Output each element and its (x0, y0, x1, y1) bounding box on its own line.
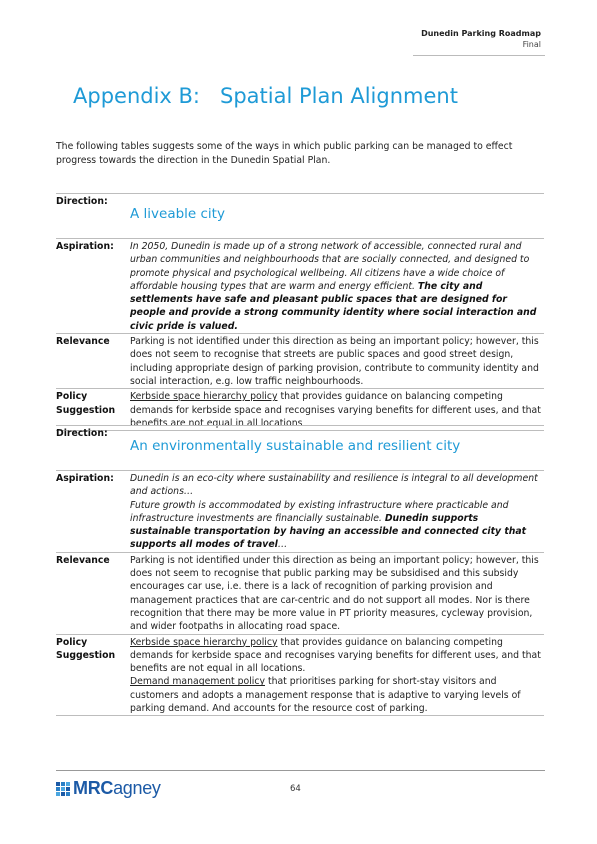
policy-row (56, 634, 544, 717)
policy-label-line1: Policy (56, 391, 88, 403)
relevance-label: Relevance (56, 336, 110, 348)
alignment-table-sustainable (56, 425, 544, 716)
relevance-label: Relevance (56, 554, 110, 566)
logo-light: agney (113, 778, 161, 798)
aspiration-paragraph (130, 499, 542, 552)
header-divider (413, 55, 545, 56)
aspiration-emphasis: Dunedin supports sustainable transportation by having an accessible and connected city that supports all modes of travel (130, 512, 527, 551)
aspiration-plain: In 2050, Dunedin is made up of a strong network of accessible, connected rural and urban communities and neighbourhoods that are socially connected, and designed to promote physical and psychological wellbeing. All citizens have a wide choice of affordable housing types that are warm and energy efficient. (130, 241, 530, 292)
document-status: Final (522, 40, 541, 49)
aspiration-emphasis: The city and settlements have safe and pleasant public spaces that are designed for people and provide a strong community identity where social interaction and civic pride is valued. (130, 280, 537, 332)
direction-label: Direction: (56, 428, 108, 439)
direction-value: A liveable city (130, 206, 225, 222)
policy-label (56, 635, 130, 716)
policy-item-demand (130, 675, 542, 715)
direction-row (56, 193, 544, 238)
company-logo (56, 778, 161, 799)
appendix-label: Appendix B: (73, 84, 201, 108)
aspiration-ellipsis: … (277, 539, 288, 551)
policy-item-kerbside (130, 636, 542, 676)
aspiration-row (56, 238, 544, 333)
document-title: Dunedin Parking Roadmap (421, 29, 541, 38)
aspiration-line1: Dunedin is an eco-city where sustainability and resilience is integral to all development and actions… (130, 473, 538, 498)
policy-text (130, 635, 544, 716)
running-header (421, 28, 541, 50)
aspiration-label: Aspiration: (56, 473, 114, 484)
aspiration-text (130, 471, 544, 552)
aspiration-row (56, 470, 544, 552)
footer-divider (56, 770, 545, 771)
demand-policy-link[interactable]: Demand management policy (130, 676, 265, 688)
direction-label: Direction: (56, 196, 108, 207)
policy-label-line2: Suggestion (56, 649, 116, 661)
relevance-row (56, 552, 544, 634)
policy-description: that provides guidance on balancing competing demands for kerbside space and recognises varying benefits for different uses, and that benefits are not equal in all locations. (130, 636, 541, 675)
aspiration-label: Aspiration: (56, 241, 114, 252)
alignment-table-liveable (56, 193, 544, 431)
relevance-row (56, 333, 544, 388)
relevance-text: Parking is not identified under this direction as being an important policy; however, this does not seem to recognise that streets are public spaces and good street design, including appropriate design of parking provision, contribute to community identity and social interaction, e.g. low traffic neighbourhoods. (130, 336, 539, 387)
logo-wordmark (73, 778, 161, 799)
intro-paragraph: The following tables suggests some of the ways in which public parking can be managed to effect progress towards the direction in the Dunedin Spatial Plan. (56, 141, 513, 166)
policy-label-line2: Suggestion (56, 404, 116, 416)
policy-description: that prioritises parking for short-stay visitors and customers and adopts a management response that is adaptive to varying levels of parking demand. And accounts for the resource cost of parking. (130, 676, 521, 715)
appendix-heading (73, 84, 458, 108)
policy-label-line1: Policy (56, 636, 88, 648)
logo-grid-icon (56, 782, 70, 796)
relevance-text: Parking is not identified under this direction as being an important policy; however, this does not seem to recognise that public parking may be subsidised and this subsidy encourages car use, i.e. there is a lack of recognition of parking provision and management practices that are car-centric and do not support all modes. Nor is there recognition that there may be more value in PT priority measures, cycleway provision, and wider footpaths in allocating road space. (130, 554, 539, 633)
aspiration-text (130, 239, 544, 333)
direction-value: An environmentally sustainable and resilient city (130, 438, 461, 454)
kerbside-policy-link[interactable]: Kerbside space hierarchy policy (130, 636, 278, 648)
aspiration-plain: Future growth is accommodated by existing infrastructure where practicable and infrastructure investments are financially sustainable. (130, 499, 509, 524)
kerbside-policy-link[interactable]: Kerbside space hierarchy policy (130, 391, 278, 403)
policy-description: that provides guidance on balancing competing demands for kerbside space and recognises varying benefits for different uses, and that benefits are not equal in all locations (130, 391, 541, 429)
logo-bold: MRC (73, 778, 114, 798)
page-number: 64 (290, 784, 301, 794)
appendix-title: Spatial Plan Alignment (220, 84, 458, 108)
direction-row (56, 425, 544, 470)
